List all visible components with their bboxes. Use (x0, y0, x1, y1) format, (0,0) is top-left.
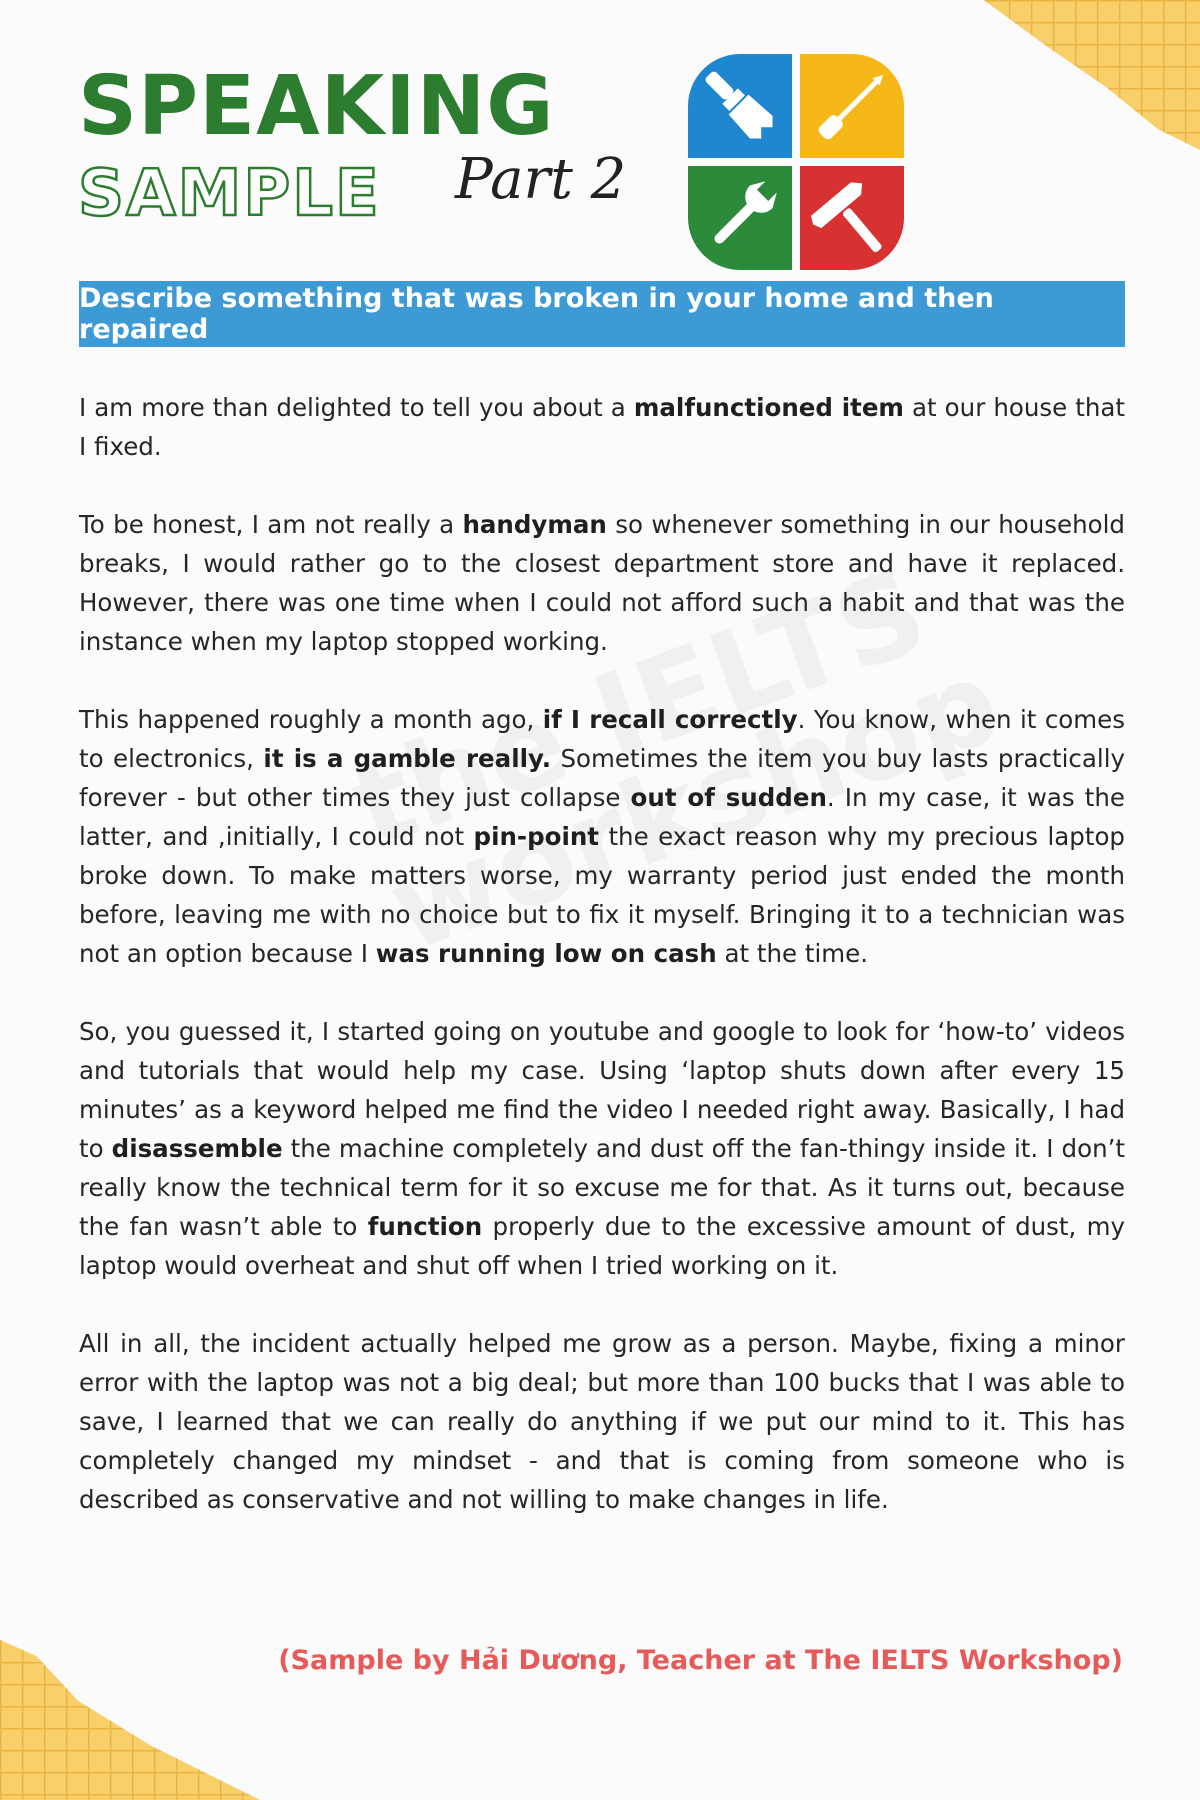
text-segment: . You know, when it comes to electronics, (79, 705, 1125, 773)
tools-logo (688, 54, 904, 270)
text-segment: Sometimes the item you buy lasts practically forever - but other times they just collapse (79, 744, 1126, 812)
answer-paragraph (79, 1324, 1125, 1519)
answer-paragraph (79, 1012, 1125, 1285)
title-speaking: SPEAKING (78, 59, 555, 154)
key-phrase: handyman (462, 510, 607, 539)
decorative-corner-top-right (965, 0, 1200, 150)
key-phrase: malfunctioned item (633, 393, 904, 422)
text-segment: the machine completely and dust off the fan-thingy inside it. I don’t really know the technical term for it so excuse me for that. As it turns out, because the fan wasn’t able to (79, 1134, 1125, 1241)
answer-paragraph (79, 505, 1125, 661)
answer-paragraph (79, 388, 1125, 466)
question-prompt-banner (79, 281, 1125, 347)
key-phrase: function (367, 1212, 483, 1241)
answer-paragraph (79, 700, 1125, 973)
title-sample: SAMPLE (78, 157, 381, 231)
key-phrase: it is a gamble really. (263, 744, 552, 773)
key-phrase: disassemble (111, 1134, 283, 1163)
text-segment: . In my case, it was the latter, and ,initially, I could not (79, 783, 1125, 851)
answer-body (79, 388, 1125, 1558)
text-segment: the exact reason why my precious laptop broke down. To make matters worse, my warranty period just ended the month before, leaving me with no choice but to fix it myself. Bringing it to a technician was not an option because I (79, 822, 1125, 968)
text-segment: at the time. (716, 939, 868, 968)
key-phrase: pin-point (473, 822, 600, 851)
sample-credit: (Sample by Hải Dương, Teacher at The IELTS Workshop) (278, 1645, 1123, 1676)
question-prompt: Describe something that was broken in your home and then repaired (79, 283, 994, 345)
key-phrase: was running low on cash (375, 939, 717, 968)
key-phrase: out of sudden (630, 783, 827, 812)
decorative-corner-bottom-left (0, 1640, 260, 1800)
text-segment: All in all, the incident actually helped me grow as a person. Maybe, fixing a minor error with the laptop was not a big deal; but more than 100 bucks that I was able to save, I learned that we can really do anything if we put our mind to it. This has completely changed my mindset - and that is coming from someone who is described as conservative and not willing to make changes in life. (79, 1329, 1125, 1514)
text-segment: so whenever something in our household breaks, I would rather go to the closest department store and have it replaced. However, there was one time when I could not afford such a habit and that was the instance when my laptop stopped working. (79, 510, 1125, 656)
text-segment: at our house that I fixed. (79, 393, 1125, 461)
text-segment: So, you guessed it, I started going on youtube and google to look for ‘how-to’ videos and tutorials that would help my case. Using ‘laptop shuts down after every 15 minutes’ as a keyword helped me find the video I needed right away. Basically, I had to (79, 1017, 1125, 1163)
text-segment: This happened roughly a month ago, (79, 705, 543, 734)
text-segment: To be honest, I am not really a (79, 510, 463, 539)
key-phrase: if I recall correctly (542, 705, 798, 734)
text-segment: properly due to the excessive amount of dust, my laptop would overheat and shut off when I tried working on it. (79, 1212, 1126, 1280)
text-segment: I am more than delighted to tell you about a (79, 393, 634, 422)
title-part: Part 2 (455, 147, 627, 212)
